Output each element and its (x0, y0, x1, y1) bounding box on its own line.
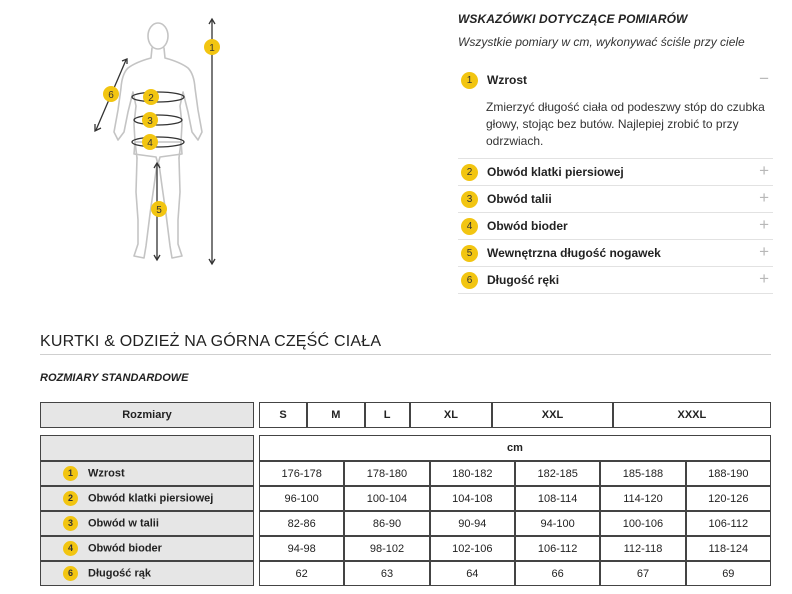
number-badge-icon: 3 (461, 191, 478, 208)
svg-text:5: 5 (156, 205, 162, 216)
accordion-item-chest[interactable] (458, 159, 773, 186)
row-label (40, 486, 254, 511)
row-label (40, 536, 254, 561)
row-label (40, 511, 254, 536)
expand-plus-icon[interactable]: + (759, 269, 769, 288)
table-cell: 176-178 (259, 461, 344, 486)
table-row (40, 511, 771, 536)
number-badge-icon: 4 (461, 218, 478, 235)
accordion-label: Obwód klatki piersiowej (487, 165, 624, 179)
table-row (40, 561, 771, 586)
table-cell: 86-90 (344, 511, 429, 536)
svg-text:2: 2 (148, 93, 154, 104)
table-cell: 178-180 (344, 461, 429, 486)
marker-6-icon (103, 86, 119, 102)
expand-plus-icon[interactable]: + (759, 188, 769, 207)
accordion-label: Obwód bioder (487, 219, 568, 233)
row-label-text: Długość rąk (88, 567, 151, 580)
section-subtitle: ROZMIARY STANDARDOWE (40, 372, 189, 384)
number-badge-icon: 1 (63, 466, 78, 481)
number-badge-icon: 2 (63, 491, 78, 506)
table-cell: 62 (259, 561, 344, 586)
measurement-guide (458, 10, 773, 294)
number-badge-icon: 6 (461, 272, 478, 289)
guide-title: WSKAZÓWKI DOTYCZĄCE POMIARÓW (458, 12, 688, 26)
marker-3-icon (142, 112, 158, 128)
size-header-cell: M (307, 402, 365, 428)
accordion-label: Długość ręki (487, 273, 560, 287)
accordion-label: Wewnętrzna długość nogawek (487, 246, 661, 260)
table-cell: 94-98 (259, 536, 344, 561)
size-header-cell: S (259, 402, 307, 428)
row-label-text: Obwód bioder (88, 542, 162, 555)
accordion-item-hips[interactable] (458, 213, 773, 240)
number-badge-icon: 5 (461, 245, 478, 262)
svg-text:6: 6 (108, 90, 114, 101)
number-badge-icon: 3 (63, 516, 78, 531)
size-values-table (40, 435, 771, 586)
table-cell: 82-86 (259, 511, 344, 536)
table-cell: 188-190 (686, 461, 771, 486)
table-cell: 106-112 (686, 511, 771, 536)
section-title: KURTKI & ODZIEŻ NA GÓRNA CZĘŚĆ CIAŁA (40, 333, 382, 350)
table-cell: 112-118 (600, 536, 685, 561)
number-badge-icon: 4 (63, 541, 78, 556)
size-header-cell: XXL (492, 402, 612, 428)
size-header-cell: XXXL (613, 402, 771, 428)
size-header-cell: XL (410, 402, 493, 428)
table-cell: 90-94 (430, 511, 515, 536)
row-label-text: Wzrost (88, 467, 125, 480)
table-row (40, 461, 771, 486)
accordion-body-height: Zmierzyć długość ciała od podeszwy stóp do czubka głowy, stojąc bez butów. Najlepiej zrobić to przy odrzwiach. (458, 93, 773, 159)
unit-row-label-blank (40, 435, 254, 461)
table-row (40, 536, 771, 561)
accordion-item-arm-length[interactable] (458, 267, 773, 294)
svg-text:3: 3 (147, 116, 153, 127)
table-cell: 118-124 (686, 536, 771, 561)
accordion-item-inseam[interactable] (458, 240, 773, 267)
table-cell: 67 (600, 561, 685, 586)
table-cell: 63 (344, 561, 429, 586)
svg-text:4: 4 (147, 138, 153, 149)
row-label-text: Obwód w talii (88, 517, 159, 530)
size-header-label: Rozmiary (40, 402, 254, 428)
marker-4-icon (142, 134, 158, 150)
expand-plus-icon[interactable]: + (759, 161, 769, 180)
table-cell: 108-114 (515, 486, 600, 511)
guide-subtitle: Wszystkie pomiary w cm, wykonywać ściśle przy ciele (458, 35, 745, 49)
svg-text:1: 1 (209, 43, 215, 54)
measurement-accordion (458, 67, 773, 294)
table-cell: 185-188 (600, 461, 685, 486)
accordion-label: Obwód talii (487, 192, 552, 206)
row-label (40, 461, 254, 486)
table-cell: 64 (430, 561, 515, 586)
table-cell: 96-100 (259, 486, 344, 511)
marker-1-icon (204, 39, 220, 55)
unit-cell: cm (259, 435, 771, 461)
number-badge-icon: 2 (461, 164, 478, 181)
marker-2-icon (143, 89, 159, 105)
number-badge-icon: 1 (461, 72, 478, 89)
table-cell: 102-106 (430, 536, 515, 561)
row-label-text: Obwód klatki piersiowej (88, 492, 214, 505)
row-label (40, 561, 254, 586)
table-cell: 94-100 (515, 511, 600, 536)
section-divider (40, 354, 771, 355)
table-cell: 182-185 (515, 461, 600, 486)
size-header-table (40, 402, 771, 428)
table-row (40, 486, 771, 511)
body-outline-illustration (78, 14, 238, 276)
table-cell: 180-182 (430, 461, 515, 486)
body-measurement-figure (78, 14, 238, 276)
accordion-item-waist[interactable] (458, 186, 773, 213)
table-cell: 100-104 (344, 486, 429, 511)
table-cell: 104-108 (430, 486, 515, 511)
table-cell: 69 (686, 561, 771, 586)
table-cell: 100-106 (600, 511, 685, 536)
table-cell: 106-112 (515, 536, 600, 561)
accordion-item-height[interactable] (458, 67, 773, 93)
table-cell: 120-126 (686, 486, 771, 511)
expand-plus-icon[interactable]: + (759, 215, 769, 234)
table-cell: 98-102 (344, 536, 429, 561)
accordion-label: Wzrost (487, 73, 527, 87)
size-header-cell: L (365, 402, 410, 428)
expand-plus-icon[interactable]: + (759, 242, 769, 261)
collapse-minus-icon[interactable]: − (759, 69, 769, 88)
table-cell: 114-120 (600, 486, 685, 511)
table-cell: 66 (515, 561, 600, 586)
number-badge-icon: 6 (63, 566, 78, 581)
marker-5-icon (151, 201, 167, 217)
